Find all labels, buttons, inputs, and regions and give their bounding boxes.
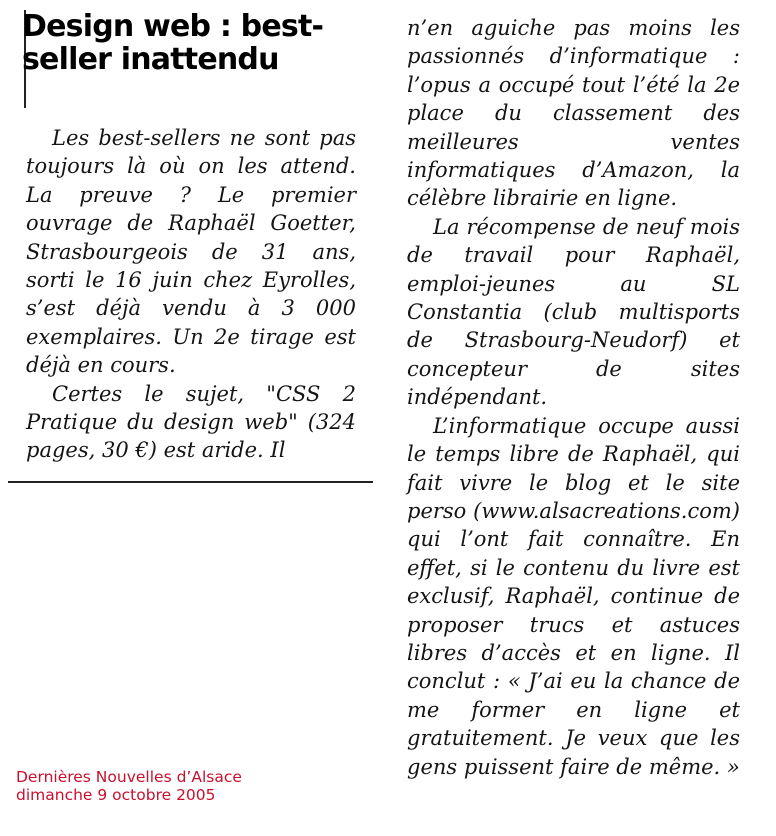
left-paragraph-1: Les best-sellers ne sont pas toujours là où on les attend. La preuve ? Le premier ouvrage de Raphaël Goetter, Strasbourgeois de 31 ans, sorti le 16 juin chez Eyrolles, s’est déjà vendu à 3 000 exemplaires. Un 2e tirage est déjà en cours. [26, 126, 356, 378]
left-paragraph-2: Certes le sujet, "CSS 2 Pratique du design web" (324 pages, 30 €) est aride. Il [26, 381, 356, 463]
right-paragraph-3: L’informatique occupe aussi le temps libre de Raphaël, qui fait vivre le blog et le site perso (www.alsacreations.com) qui l’ont fait connaître. En effet, si le contenu du livre est exclusif, Raphaël, continue de proposer trucs et astuces libres d’accès et en ligne. Il conclut : « J’ai eu la chance de me former en ligne et gratuitement. Je veux que les gens puissent faire de même. » [407, 413, 740, 779]
right-paragraph-2: La récompense de neuf mois de travail pour Raphaël, emploi-jeunes au SL Constantia (club multisports de Strasbourg-Neudorf) et concepteur de sites indépendant. [407, 214, 740, 410]
source-date: dimanche 9 octobre 2005 [16, 786, 216, 804]
right-paragraph-1: n’en aguiche pas moins les passionnés d’informatique : l’opus a occupé tout l’été la 2e place du classement des meilleures ventes informatiques d’Amazon, la célèbre librairie en ligne. [407, 16, 740, 211]
left-column [26, 124, 356, 465]
source-caption [16, 768, 242, 804]
source-newspaper: Dernières Nouvelles d’Alsace [16, 768, 242, 786]
article-headline: Design web : best-seller inattendu [22, 9, 324, 77]
column-bottom-rule [8, 481, 373, 483]
right-column [407, 14, 740, 781]
